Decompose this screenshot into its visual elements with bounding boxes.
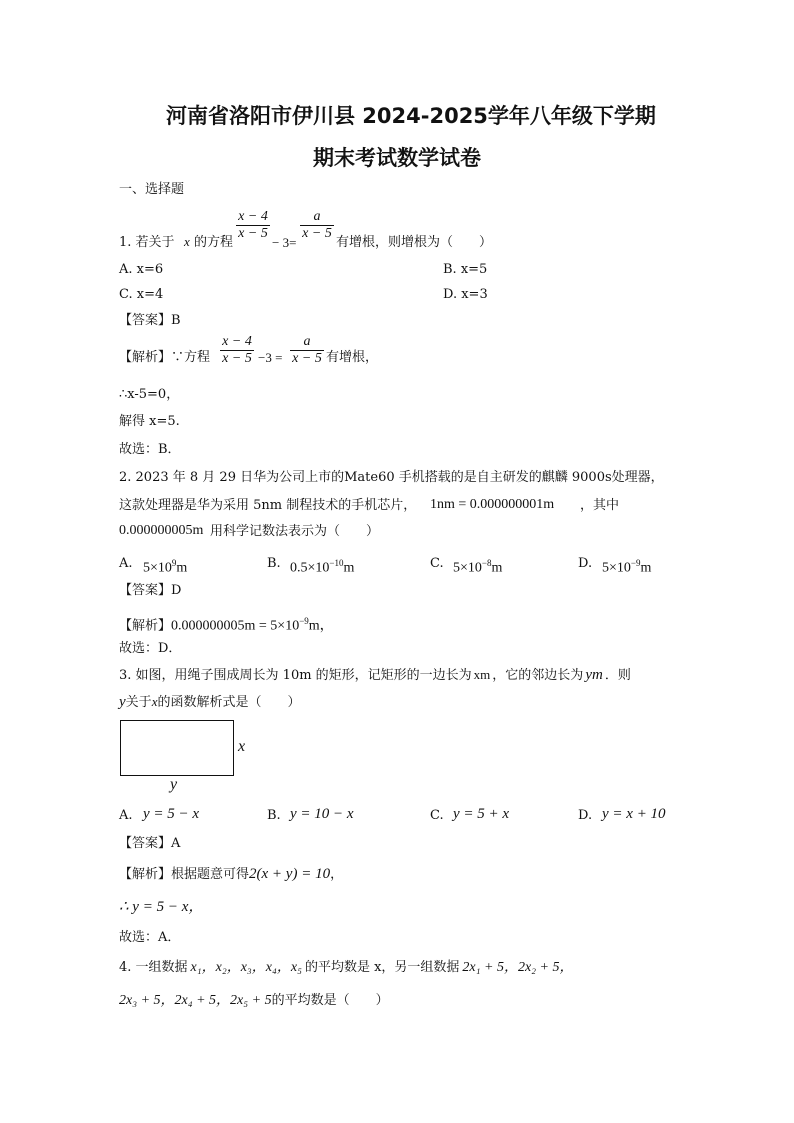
q1-fraction-1: x − 4 x − 5 <box>236 209 270 242</box>
section-heading: 一、选择题 <box>119 182 185 197</box>
q2-line3a: 0.000000005m <box>119 523 204 538</box>
page-title-line1: 河南省洛阳市伊川县 2024-2025学年八年级下学期 <box>166 104 656 128</box>
q4-line1: 4. 一组数据 x₁，x₂，x₃，x₄，x₅ 的平均数是 x，另一组数据 2x₁ + 5，2x₂ + 5， <box>119 960 574 975</box>
q3-analysis: 【解析】根据题意可得2(x + y) = 10， <box>119 866 344 882</box>
q2-option-d: $5\times 10^{-9}m$ <box>602 558 652 576</box>
q1-analysis-fraction-1: x − 4 x − 5 <box>220 334 254 367</box>
q1-var-x: x <box>184 234 190 249</box>
q3-choose: 故选：A． <box>119 930 181 945</box>
q1-analysis-minus3: −3 = <box>258 350 283 365</box>
q1-choose: 故选：B． <box>119 442 181 457</box>
q3-option-b: y = 10 − x <box>290 806 354 822</box>
q1-answer: 【答案】B <box>119 313 181 328</box>
q2-line2c: ，其中 <box>580 498 620 513</box>
q1-analysis-prefix: 【解析】∵方程 <box>119 350 211 365</box>
q3-rectangle-figure <box>120 720 234 776</box>
q2-option-c-label: C. <box>430 556 444 571</box>
page-title-line2: 期末考试数学试卷 <box>313 146 481 170</box>
q3-option-d: y = x + 10 <box>602 806 666 822</box>
q4-line2: 2x₃ + 5，2x₄ + 5，2x₅ + 5的平均数是（ ） <box>119 993 389 1008</box>
q1-fraction-2: a x − 5 <box>300 209 334 242</box>
q1-analysis-suffix: 有增根， <box>326 350 379 365</box>
q1-step1: ∴x-5=0， <box>119 387 180 402</box>
q3-line1: 3. 如图，用绳子围成周长为 10m 的矩形，记矩形的一边长为 xm ，它的邻边长为 ym ．则 <box>119 667 631 683</box>
q2-option-d-label: D. <box>578 556 593 571</box>
q2-line2b: 1nm = 0.000000001m <box>430 497 555 512</box>
q1-option-d: D. x=3 <box>443 287 488 302</box>
q3-option-b-label: B. <box>267 808 281 823</box>
q1-option-c: C. x=4 <box>119 287 164 302</box>
q3-step1: ∴ y = 5 − x， <box>119 899 204 915</box>
q3-option-c-label: C. <box>430 808 444 823</box>
q1-minus3: − 3= <box>272 235 297 250</box>
q1-option-b: B. x=5 <box>443 262 488 277</box>
q3-figure-label-x: x <box>238 738 246 755</box>
q2-answer: 【答案】D <box>119 583 182 598</box>
q1-mid: 的方程 <box>194 235 234 250</box>
q2-option-b: $0.5\times 10^{-10}m$ <box>290 558 355 576</box>
q2-line1: 2. 2023 年 8 月 29 日华为公司上市的Mate60 手机搭载的是自主研发的麒麟 9000s处理器， <box>119 470 664 485</box>
q1-option-a: A. x=6 <box>119 262 164 277</box>
q2-choose: 故选：D． <box>119 641 182 656</box>
q2-option-b-label: B. <box>267 556 281 571</box>
q1-prefix: 1. 若关于 <box>119 235 175 250</box>
q2-line3b: 用科学记数法表示为（ ） <box>210 524 380 539</box>
q2-option-a: $5\times 10^9m$ <box>143 558 188 576</box>
q2-option-a-label: A. <box>119 556 133 571</box>
q3-option-c: y = 5 + x <box>453 806 510 822</box>
q3-option-a-label: A. <box>119 808 133 823</box>
q3-figure-label-y: y <box>170 776 178 793</box>
q3-line2: y关于x的函数解析式是（ ） <box>119 694 301 710</box>
q1-step2: 解得 x=5. <box>119 414 180 429</box>
q3-answer: 【答案】A <box>119 836 181 851</box>
q2-option-c: $5\times 10^{-8}m$ <box>453 558 503 576</box>
q3-option-a: y = 5 − x <box>143 806 200 822</box>
q1-analysis-fraction-2: a x − 5 <box>290 334 324 367</box>
q1-suffix: 有增根，则增根为（ ） <box>336 235 493 250</box>
q2-analysis: 【解析】$0.000000005m = 5\times 10^{-9}m$， <box>119 616 334 634</box>
q3-option-d-label: D. <box>578 808 593 823</box>
q2-line2a: 这款处理器是华为采用 5nm 制程技术的手机芯片， <box>119 498 417 513</box>
